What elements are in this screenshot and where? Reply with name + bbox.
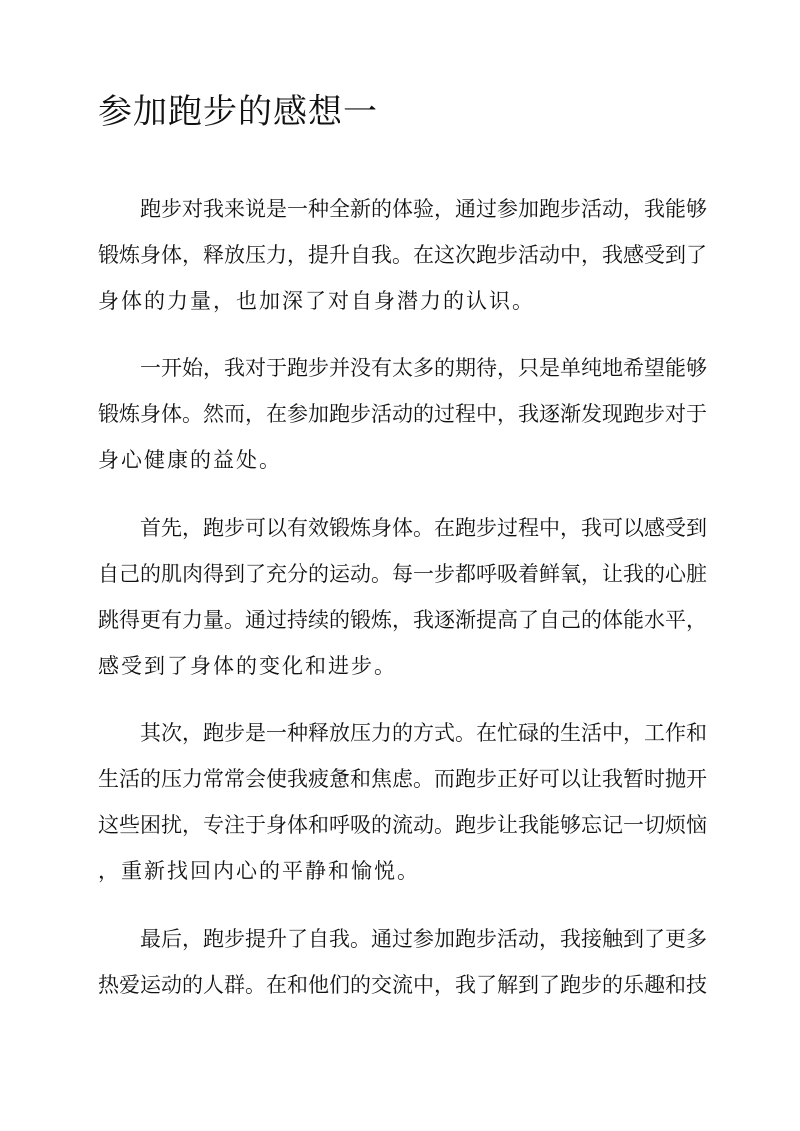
- paragraph-4-line-4: ，重新找回内心的平静和愉悦。: [98, 859, 420, 883]
- paragraph-2-line-3: 身心健康的益处。: [98, 448, 282, 472]
- paragraph-5-line-2: 热爱运动的人群。在和他们的交流中，我了解到了跑步的乐趣和技: [98, 973, 707, 997]
- paragraph-3-line-2: 自己的肌肉得到了充分的运动。每一步都呼吸着鲜氧，让我的心脏: [98, 562, 707, 586]
- paragraph-2-line-1: 一开始，我对于跑步并没有太多的期待，只是单纯地希望能够: [140, 356, 707, 380]
- paragraph-1-line-1: 跑步对我来说是一种全新的体验，通过参加跑步活动，我能够: [140, 197, 707, 221]
- paragraph-1-line-3: 身体的力量，也加深了对自身潜力的认识。: [98, 289, 535, 313]
- paragraph-1-line-2: 锻炼身体，释放压力，提升自我。在这次跑步活动中，我感受到了: [98, 243, 707, 267]
- paragraph-2-line-2: 锻炼身体。然而，在参加跑步活动的过程中，我逐渐发现跑步对于: [98, 402, 707, 426]
- paragraph-4-line-1: 其次，跑步是一种释放压力的方式。在忙碌的生活中，工作和: [140, 721, 707, 745]
- page-title: 参加跑步的感想一: [98, 92, 378, 132]
- paragraph-4-line-2: 生活的压力常常会使我疲惫和焦虑。而跑步正好可以让我暂时抛开: [98, 767, 707, 791]
- paragraph-3-line-4: 感受到了身体的变化和进步。: [98, 654, 397, 678]
- paragraph-3-line-3: 跳得更有力量。通过持续的锻炼，我逐渐提高了自己的体能水平，: [98, 608, 707, 632]
- paragraph-3-line-1: 首先，跑步可以有效锻炼身体。在跑步过程中，我可以感受到: [140, 516, 707, 540]
- paragraph-4-line-3: 这些困扰，专注于身体和呼吸的流动。跑步让我能够忘记一切烦恼: [98, 813, 707, 837]
- paragraph-5-line-1: 最后，跑步提升了自我。通过参加跑步活动，我接触到了更多: [140, 927, 707, 951]
